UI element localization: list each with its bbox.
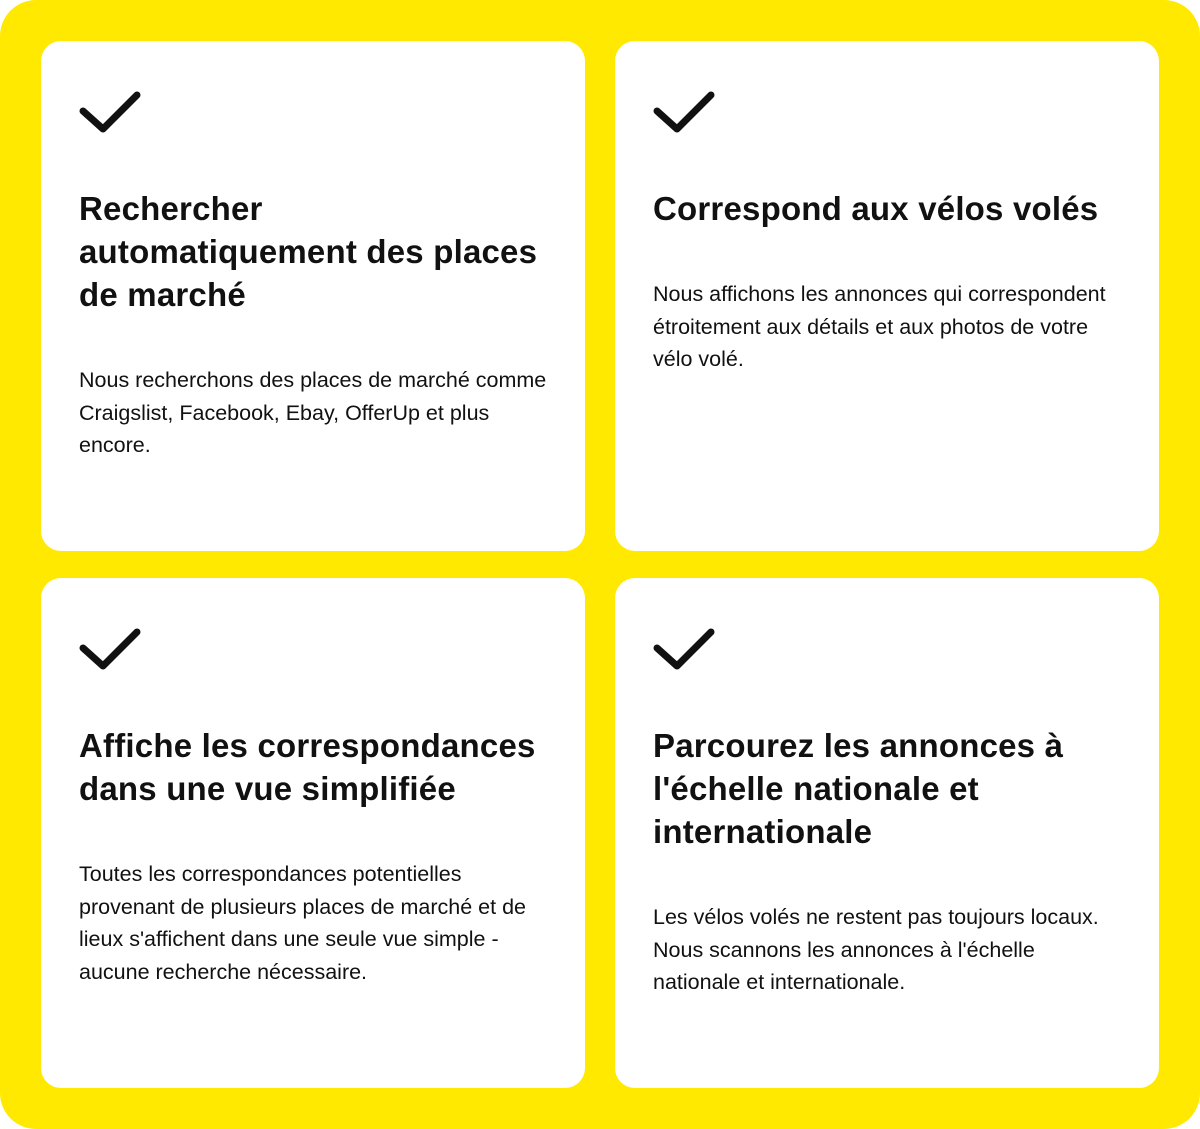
checkmark-icon <box>79 89 143 137</box>
feature-description: Nous affichons les annonces qui correspondent étroitement aux détails et aux photos de votre vélo volé. <box>653 282 1106 371</box>
feature-card-simplified-view <box>41 578 585 1088</box>
feature-card-stolen-bike-match <box>615 41 1159 551</box>
checkmark-icon <box>79 626 143 674</box>
feature-title: Correspond aux vélos volés <box>653 190 1099 227</box>
feature-card-national-international <box>615 578 1159 1088</box>
feature-title: Affiche les correspondances dans une vue simplifiée <box>79 727 536 807</box>
feature-description: Nous recherchons des places de marché comme Craigslist, Facebook, Ebay, OfferUp et plus encore. <box>79 368 547 457</box>
feature-description: Les vélos volés ne restent pas toujours locaux. Nous scannons les annonces à l'échelle nationale et internationale. <box>653 905 1099 994</box>
checkmark-icon <box>653 626 717 674</box>
feature-title: Parcourez les annonces à l'échelle nationale et internationale <box>653 727 1064 850</box>
checkmark-icon <box>653 89 717 137</box>
feature-description: Toutes les correspondances potentielles provenant de plusieurs places de marché et de lieux s'affichent dans une seule vue simple - aucune recherche nécessaire. <box>79 862 526 984</box>
feature-title: Rechercher automatiquement des places de marché <box>79 190 538 313</box>
feature-card-marketplace-search <box>41 41 585 551</box>
